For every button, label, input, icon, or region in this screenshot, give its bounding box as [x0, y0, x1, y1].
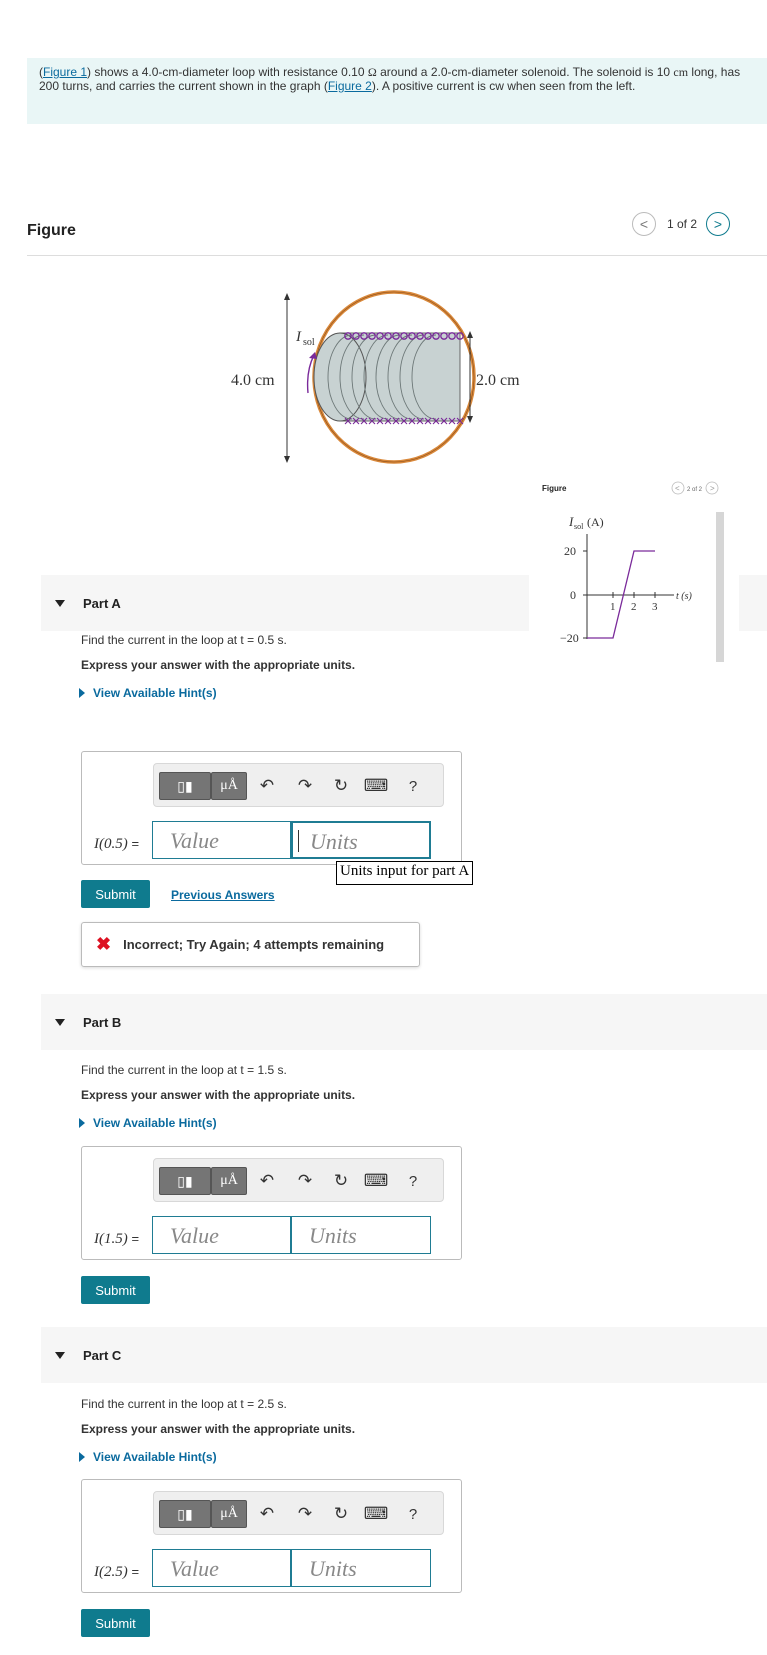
intro-text-2: around a 2.0-cm-diameter solenoid. The solenoid is 10: [380, 65, 671, 79]
xtick-1: 1: [610, 601, 616, 613]
part-c-label-var: I(2.5): [94, 1564, 128, 1580]
keyboard-icon[interactable]: ⌨: [363, 1504, 389, 1523]
part-a-question: Find the current in the loop at t = 0.5 s.: [81, 633, 287, 647]
part-b-question: Find the current in the loop at t = 1.5 s.: [81, 1063, 287, 1077]
part-a-value-input[interactable]: Value: [152, 821, 291, 859]
help-icon[interactable]: ?: [408, 777, 418, 795]
figure-2-panel: [529, 479, 739, 669]
ytick-bot: −20: [560, 631, 579, 645]
figure-1-link[interactable]: Figure 1: [43, 65, 88, 79]
intro-text-1: shows a 4.0-cm-diameter loop with resistance 0.10: [94, 65, 365, 79]
graph-figure-title: Figure: [542, 484, 567, 493]
reset-icon[interactable]: ↻: [333, 1171, 349, 1190]
cm-unit: cm: [673, 65, 689, 79]
part-c-label: [94, 1564, 139, 1581]
reset-icon[interactable]: ↻: [333, 776, 349, 795]
current-graph: [529, 479, 739, 669]
undo-icon[interactable]: ↶: [259, 1504, 275, 1523]
graph-scrollbar[interactable]: [716, 512, 724, 662]
collapse-triangle-icon: [55, 1019, 65, 1026]
figure-2-link[interactable]: Figure 2: [327, 79, 372, 93]
part-a-label: [94, 836, 139, 853]
reset-icon[interactable]: ↻: [333, 1504, 349, 1523]
undo-icon[interactable]: ↶: [259, 776, 275, 795]
redo-icon[interactable]: ↷: [297, 1504, 313, 1523]
part-b-label-var: I(1.5): [94, 1231, 128, 1247]
expand-triangle-icon: [79, 1118, 85, 1128]
part-c-units-input[interactable]: Units: [291, 1549, 431, 1587]
ytick-mid: 0: [570, 588, 576, 602]
part-b-value-input[interactable]: Value: [152, 1216, 291, 1254]
part-a-answer-box: [81, 751, 462, 865]
templates-icon: ▯▮: [177, 1505, 193, 1522]
expand-triangle-icon: [79, 688, 85, 698]
part-a-feedback: [81, 922, 420, 967]
part-c-answer-box: [81, 1479, 462, 1593]
part-c-submit-button[interactable]: Submit: [81, 1609, 150, 1637]
part-b-express: Express your answer with the appropriate units.: [81, 1088, 356, 1102]
equals-sign: =: [131, 836, 140, 851]
part-b-hint-link[interactable]: [79, 1116, 217, 1130]
math-toolbar: [153, 1158, 444, 1202]
part-c-title: Part C: [83, 1347, 122, 1363]
figure-divider: [27, 255, 767, 256]
units-symbols-button[interactable]: μÅ: [211, 1500, 247, 1528]
xtick-3: 3: [652, 601, 658, 613]
part-a-hint-label: View Available Hint(s): [93, 686, 217, 700]
templates-icon: ▯▮: [177, 777, 193, 794]
chevron-right-icon: >: [713, 216, 723, 232]
math-toolbar: [153, 1491, 444, 1535]
keyboard-icon[interactable]: ⌨: [363, 1171, 389, 1190]
templates-button[interactable]: [159, 1500, 211, 1528]
equals-sign: =: [131, 1564, 140, 1579]
xtick-2: 2: [631, 601, 637, 613]
collapse-triangle-icon: [55, 1352, 65, 1359]
part-c-hint-link[interactable]: [79, 1450, 217, 1464]
equals-sign: =: [131, 1231, 140, 1246]
problem-intro: (Figure 1) shows a 4.0-cm-diameter loop with resistance 0.10 Ω around a 2.0-cm-diameter solenoid. The solenoid is 10 cm long, has 200 turns, and carries the current shown in the graph (Figure 2). A positive current is cw when seen from the left.: [27, 58, 767, 124]
part-a-hint-link[interactable]: [79, 686, 217, 700]
feedback-text: Incorrect; Try Again; 4 attempts remaining: [123, 937, 385, 952]
part-a-title: Part A: [83, 595, 121, 611]
chevron-left-icon: <: [639, 216, 649, 232]
incorrect-x-icon: ✖: [96, 934, 112, 954]
graph-chevron-right-icon: >: [710, 484, 715, 493]
graph-pager: 2 of 2: [687, 487, 703, 493]
math-toolbar: [153, 763, 444, 807]
units-symbols-button[interactable]: μÅ: [211, 772, 247, 800]
part-b-label: [94, 1231, 139, 1248]
figure-pager: 1 of 2: [667, 217, 698, 231]
graph-chevron-left-icon: <: [675, 484, 680, 493]
templates-icon: ▯▮: [177, 1172, 193, 1189]
redo-icon[interactable]: ↷: [297, 1171, 313, 1190]
part-a-units-input[interactable]: [291, 821, 431, 859]
loop-dimension-label: 4.0 cm: [231, 372, 275, 389]
expand-triangle-icon: [79, 1452, 85, 1462]
help-icon[interactable]: ?: [408, 1505, 418, 1523]
ohm-symbol: Ω: [367, 65, 377, 79]
part-c-hint-label: View Available Hint(s): [93, 1450, 217, 1464]
graph-ylabel-unit: (A): [587, 515, 604, 529]
intro-text-3: long, has 200 turns, and carries the current shown in the graph (: [39, 65, 741, 93]
sol-dim-arrow-top: [467, 331, 473, 338]
part-c-question: Find the current in the loop at t = 2.5 s.: [81, 1397, 287, 1411]
isol-subscript: sol: [303, 337, 315, 348]
part-a-express: Express your answer with the appropriate units.: [81, 658, 356, 672]
part-b-hint-label: View Available Hint(s): [93, 1116, 217, 1130]
previous-answers-link[interactable]: Previous Answers: [171, 888, 275, 902]
part-b-title: Part B: [83, 1014, 122, 1030]
undo-icon[interactable]: ↶: [259, 1171, 275, 1190]
solenoid-dimension-label: 2.0 cm: [476, 372, 520, 389]
redo-icon[interactable]: ↷: [297, 776, 313, 795]
text-caret: [298, 830, 299, 852]
next-figure-button[interactable]: [706, 212, 730, 236]
intro-text-4: ). A positive current is cw when seen from the left.: [371, 79, 636, 93]
ytick-top: 20: [564, 544, 576, 558]
part-c-express: Express your answer with the appropriate units.: [81, 1422, 356, 1436]
graph-ylabel: I: [569, 514, 574, 529]
units-symbols-button[interactable]: μÅ: [211, 1167, 247, 1195]
templates-button[interactable]: [159, 1167, 211, 1195]
part-b-answer-box: [81, 1146, 462, 1260]
part-a-label-var: I(0.5): [94, 836, 128, 852]
solenoid-figure: [230, 285, 540, 470]
part-b-submit-button[interactable]: Submit: [81, 1276, 150, 1304]
graph-xlabel: t (s): [676, 591, 692, 602]
keyboard-icon[interactable]: ⌨: [363, 776, 389, 795]
help-icon[interactable]: ?: [408, 1172, 418, 1190]
sol-dim-arrow-bottom: [467, 416, 473, 423]
loop-dim-arrow-top: [284, 293, 290, 300]
prev-figure-button[interactable]: [632, 212, 656, 236]
part-a-submit-button[interactable]: Submit: [81, 880, 150, 908]
graph-ylabel-sub: sol: [574, 522, 584, 531]
part-b-units-input[interactable]: Units: [291, 1216, 431, 1254]
part-a-units-placeholder: Units: [310, 829, 358, 854]
part-c-header[interactable]: [41, 1327, 767, 1383]
part-c-value-input[interactable]: Value: [152, 1549, 291, 1587]
collapse-triangle-icon: [55, 600, 65, 607]
templates-button[interactable]: [159, 772, 211, 800]
part-b-header[interactable]: [41, 994, 767, 1050]
loop-dim-arrow-bottom: [284, 456, 290, 463]
units-tooltip: Units input for part A: [336, 861, 473, 885]
isol-label: I: [296, 329, 301, 345]
figure-title: Figure: [27, 222, 76, 239]
